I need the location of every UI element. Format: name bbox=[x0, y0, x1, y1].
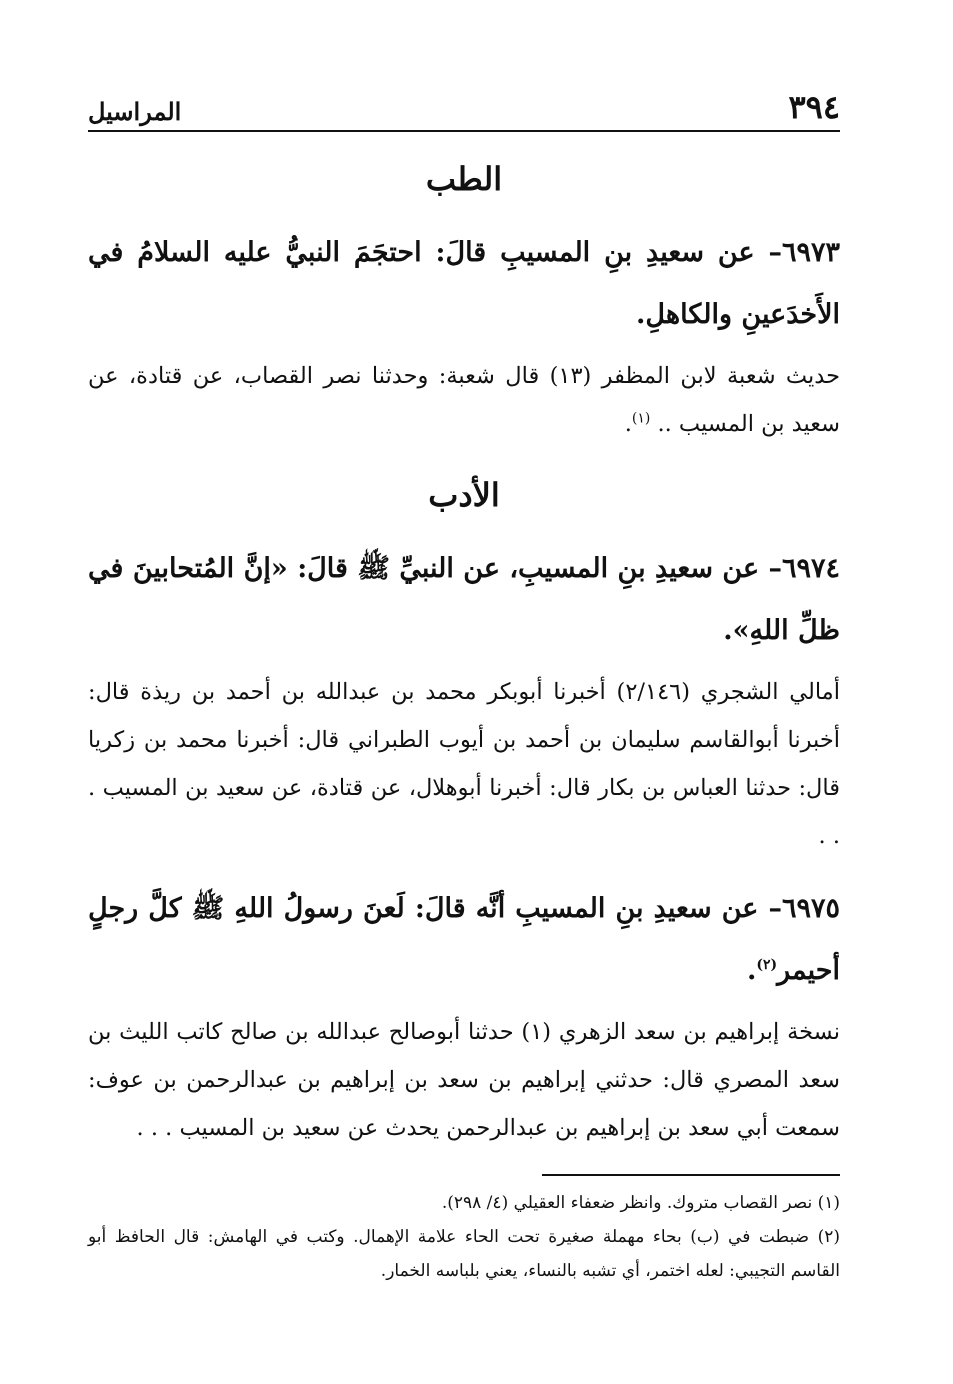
hadith-entry bbox=[88, 538, 840, 662]
footnote-marker[interactable]: (١) bbox=[631, 410, 651, 427]
footnote-1: (١) نصر القصاب متروك. وانظر ضعفاء العقيلي (٤/ ٢٩٨). bbox=[441, 1193, 840, 1213]
source-end: . bbox=[624, 411, 632, 437]
source-text: حديث شعبة لابن المظفر (١٣) قال شعبة: وحدثنا نصر القصاب، عن قتادة، عن سعيد بن المسيب .. bbox=[88, 363, 840, 437]
book-title: المراسيل bbox=[88, 97, 182, 126]
hadith-number: ٦٩٧٥ bbox=[781, 893, 840, 924]
hadith-number: ٦٩٧٤ bbox=[781, 553, 840, 584]
footnote-separator bbox=[542, 1174, 840, 1176]
page-number: ٣٩٤ bbox=[788, 88, 840, 126]
source-text: أمالي الشجري (٢/١٤٦) أخبرنا أبوبكر محمد بن عبدالله بن أحمد بن ريذة قال: أخبرنا أبوالقاسم سليمان بن أحمد بن أيوب الطبراني قال: أخبرنا محمد بن زكريا قال: حدثنا العباس بن بكار قال: أخبرنا أبوهلال، عن قتادة، عن سعيد بن المسيب . . . bbox=[88, 679, 840, 849]
book-page bbox=[88, 86, 840, 1288]
hadith-text: – عن سعيدِ بنِ المسيبِ قالَ: احتجَمَ النبيُّ عليه السلامُ في الأَخدَعينِ والكاهلِ. bbox=[88, 237, 840, 330]
running-head bbox=[88, 86, 840, 132]
hadith-text-end: . bbox=[746, 955, 757, 986]
hadith-text: – عن سعيدِ بنِ المسيبِ، عن النبيِّ ﷺ قالَ: «إنَّ المُتحابينَ في ظلِّ اللهِ». bbox=[88, 553, 840, 646]
section-heading-medicine: الطب bbox=[425, 160, 503, 198]
source-text: نسخة إبراهيم بن سعد الزهري (١) حدثنا أبوصالح عبدالله بن صالح كاتب الليث بن سعد المصري قال: حدثني إبراهيم بن سعد بن إبراهيم بن عبدالرحمن بن عوف: سمعت أبي سعد بن إبراهيم بن عبدالرحمن يحدث عن سعيد بن المسيب . . . bbox=[88, 1019, 840, 1141]
hadith-source bbox=[88, 668, 840, 860]
hadith-text: – عن سعيدِ بنِ المسيبِ أنَّه قالَ: لَعنَ رسولُ اللهِ ﷺ كلَّ رجلٍ أحيمر bbox=[88, 893, 840, 986]
hadith-entry bbox=[88, 878, 840, 1002]
footnote-2: (٢) ضبطت في (ب) بحاء مهملة صغيرة تحت الحاء علامة الإهمال. وكتب في الهامش: قال الحافظ أبو القاسم التجيبي: لعله اختمر، أي تشبه بالنساء، يعني بلباسه الخمار. bbox=[88, 1227, 840, 1281]
hadith-number: ٦٩٧٣ bbox=[781, 237, 840, 268]
section-heading-manners: الأدب bbox=[428, 476, 500, 514]
hadith-source bbox=[88, 1008, 840, 1152]
hadith-entry bbox=[88, 222, 840, 346]
hadith-source bbox=[88, 352, 840, 448]
footnote-marker[interactable]: (٢) bbox=[756, 957, 778, 973]
